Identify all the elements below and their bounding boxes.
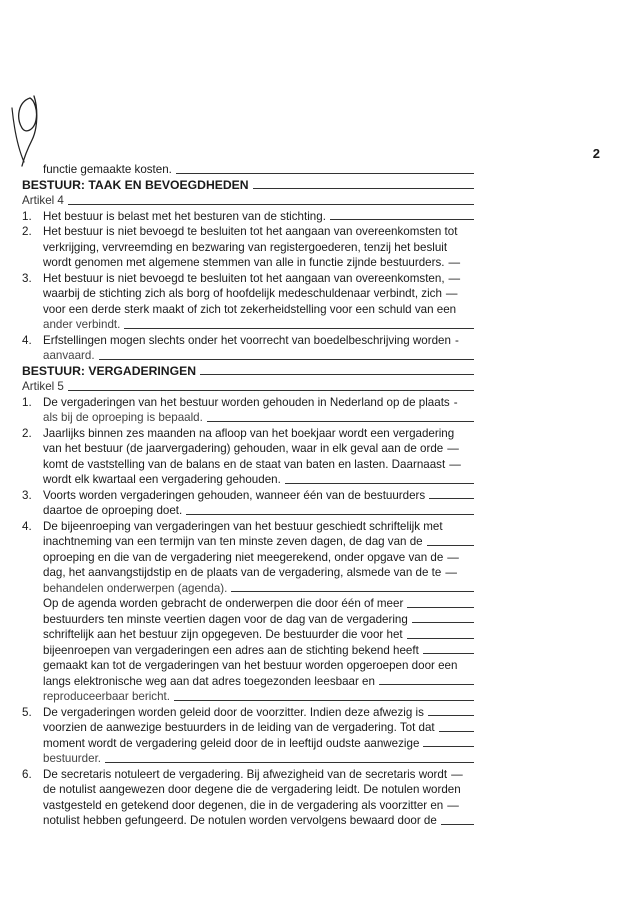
- list-item: 3. Het bestuur is niet bevoegd te besluiten tot het aangaan van overeenkomsten, — waarbij de stichting zich als borg of hoofdelijk medeschuldenaar verbindt, zich — voor een derde sterk maakt of zich tot zekerheidstelling voor een schuld van een ander verbindt.: [22, 271, 474, 333]
- list-item: 1. Het bestuur is belast met het besturen van de stichting.: [22, 209, 474, 225]
- article-heading: Artikel 5: [22, 379, 474, 395]
- list-item: 4. De bijeenroeping van vergaderingen van het bestuur geschiedt schriftelijk met inachtneming van een termijn van ten minste zeven dagen, de dag van de oproeping en die van de vergadering niet meegerekend, onder opgave van de — dag, het aanvangstijdstip en de plaats van de vergadering, alsmede van de te — behandelen onderwerpen (agenda). Op de agenda worden gebracht de onderwerpen die door één of meer bestuurders ten minste veertien dagen voor de dag van de vergadering schriftelijk aan het bestuur zijn opgegeven. De bestuurder die voor het bijeenroepen van vergaderingen een adres aan de stichting bekend heeft gemaakt kan tot de vergaderingen van het bestuur worden opgeroepen door een langs elektronische weg aan dat adres toegezonden leesbaar en reproduceerbaar bericht.: [22, 519, 474, 705]
- list-item: 2. Het bestuur is niet bevoegd te besluiten tot het aangaan van overeenkomsten tot verkrijging, vervreemding en bezwaring van registergoederen, tenzij het besluit wordt genomen met algemene stemmen van alle in functie zijnde bestuurders. —: [22, 225, 461, 269]
- handwritten-initials: [8, 88, 48, 168]
- text-line: functie gemaakte kosten.: [22, 162, 474, 178]
- list-item: 3. Voorts worden vergaderingen gehouden, wanneer één van de bestuurders daartoe de oproeping doet.: [22, 488, 474, 519]
- section-heading: BESTUUR: TAAK EN BEVOEGDHEDEN: [22, 178, 474, 194]
- section-heading: BESTUUR: VERGADERINGEN: [22, 364, 474, 380]
- list-item: 5. De vergaderingen worden geleid door de voorzitter. Indien deze afwezig is voorzien de aanwezige bestuurders in de leiding van de vergadering. Tot dat moment wordt de vergadering geleid door de in leeftijd oudste aanwezige bestuurder.: [22, 705, 474, 767]
- list-item: 2. Jaarlijks binnen zes maanden na afloop van het boekjaar wordt een vergadering van het bestuur (de jaarvergadering) gehouden, waar in elk geval aan de orde — komt de vaststelling van de balans en de staat van baten en lasten. Daarnaast — wordt elk kwartaal een vergadering gehouden.: [22, 426, 474, 488]
- article-heading: Artikel 4: [22, 193, 474, 209]
- list-item: 4. Erfstellingen mogen slechts onder het voorrecht van boedelbeschrijving worden - aanvaard.: [22, 333, 474, 364]
- document-body: [22, 162, 474, 829]
- list-item: 6. De secretaris notuleert de vergadering. Bij afwezigheid van de secretaris wordt — de notulist aangewezen door degene die de vergadering leidt. De notulen worden vastgesteld en getekend door degenen, die in de vergadering als voorzitter en — notulist hebben gefungeerd. De notulen worden vervolgens bewaard door de: [22, 767, 474, 829]
- list-item: 1. De vergaderingen van het bestuur worden gehouden in Nederland op de plaats - als bij de oproeping is bepaald.: [22, 395, 474, 426]
- page-number: 2: [592, 146, 600, 161]
